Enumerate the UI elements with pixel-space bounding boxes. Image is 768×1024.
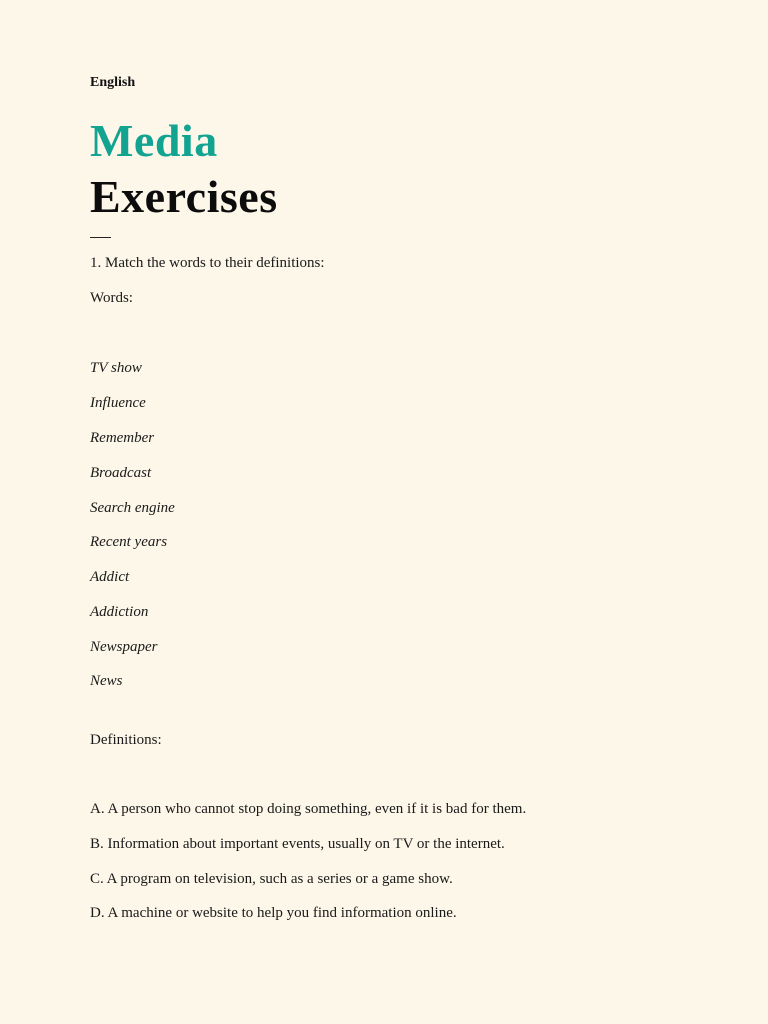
word-item: Newspaper xyxy=(90,639,158,655)
definition-item: D. A machine or website to help you find information online. xyxy=(90,905,457,921)
word-item: Addict xyxy=(90,569,130,585)
title-divider xyxy=(90,237,111,238)
word-item: Addiction xyxy=(90,604,149,620)
page-title: Exercises xyxy=(90,171,278,222)
title-accent: Media xyxy=(90,115,218,166)
word-item: TV show xyxy=(90,360,142,376)
word-item: Broadcast xyxy=(90,465,152,481)
subject-label: English xyxy=(90,75,136,90)
word-item: Recent years xyxy=(90,534,168,550)
definition-item: C. A program on television, such as a series or a game show. xyxy=(90,871,453,887)
word-item: Influence xyxy=(90,395,146,411)
words-label: Words: xyxy=(90,290,133,306)
word-item: News xyxy=(90,673,123,689)
exercise-instruction: 1. Match the words to their definitions: xyxy=(90,255,325,271)
definitions-label: Definitions: xyxy=(90,732,162,748)
definition-item: A. A person who cannot stop doing something, even if it is bad for them. xyxy=(90,801,527,817)
word-item: Remember xyxy=(90,430,155,446)
definition-item: B. Information about important events, usually on TV or the internet. xyxy=(90,836,505,852)
word-item: Search engine xyxy=(90,500,175,516)
